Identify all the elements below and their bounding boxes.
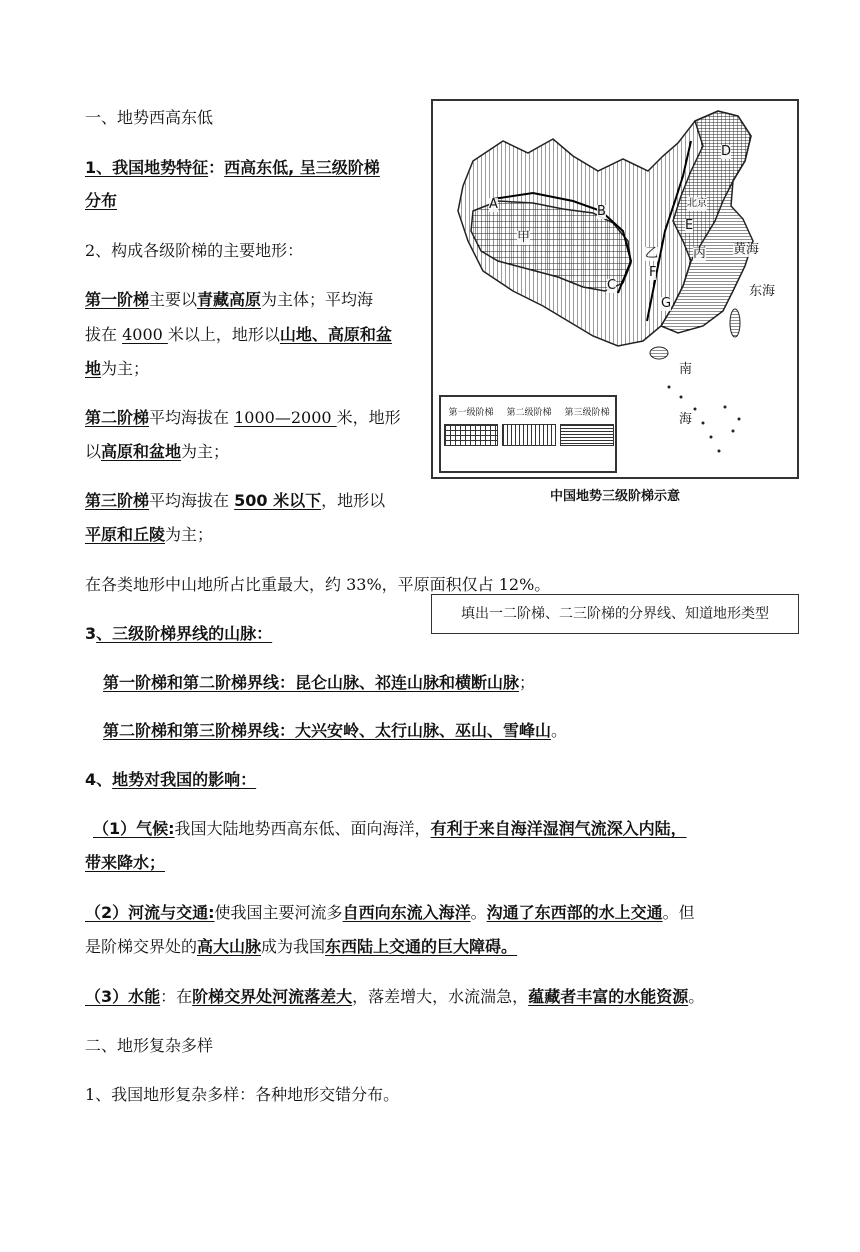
step2-name: 第二阶梯 — [85, 408, 150, 427]
terrain-feature-content2: 分布 — [85, 191, 118, 210]
terrain-feature-label: 1、我国地势特征 — [85, 158, 209, 177]
step3-text2: ，地形以 — [321, 491, 386, 510]
river-g: 高大山脉 — [197, 937, 262, 956]
map-label-c: C — [607, 278, 617, 293]
ratio-line: 在各类地形中山地所占比重最大，约 33%，平原面积仅占 12%。 — [85, 575, 551, 594]
hydro-b: 阶梯交界处河流落差大 — [192, 987, 353, 1006]
map-label-d: D — [721, 144, 732, 159]
section1-title: 一、地势西高东低 — [85, 108, 214, 127]
river-c: 。 — [470, 903, 487, 922]
legend-step1-label: 第一级阶梯 — [448, 408, 494, 418]
river-d: 沟通了东西部的水上交通 — [486, 903, 663, 922]
boundary-title-label: 、三级阶梯界线的山脉： — [96, 624, 273, 643]
step1-altitude: 4000 — [122, 325, 168, 344]
step3-text3: 为主； — [165, 525, 214, 544]
map-label-a: A — [489, 197, 498, 212]
map-label-bing: 丙 — [693, 246, 707, 261]
climate-line2 — [85, 852, 165, 874]
map-label-huanghai: 黄海 — [733, 242, 760, 257]
river-e: 。但 — [662, 903, 695, 922]
legend-step2-swatch — [502, 424, 556, 446]
note-box: 填出一二阶梯、二三阶梯的分界线、知道地形类型 — [431, 594, 799, 634]
map-label-yi: 乙 — [645, 246, 659, 261]
river-a: 使我国主要河流多 — [214, 903, 343, 922]
terrain-feature-content: 西高东低, 呈三级阶梯 — [224, 158, 380, 177]
hydro-c: ，落差增大，水流湍急， — [352, 987, 529, 1006]
step1-name: 第一阶梯 — [85, 290, 150, 309]
river-label: （2）河流与交通: — [85, 903, 215, 922]
step2-text1: 平均海拔在 — [149, 408, 235, 427]
step2-landforms: 高原和盆地 — [101, 442, 182, 461]
hainan-island — [650, 347, 668, 359]
step2-altitude: 1000—2000 — [234, 408, 337, 427]
boundary2-end: 。 — [551, 721, 568, 740]
step1-landforms: 山地、高原和盆 — [279, 325, 392, 344]
terrain-feature-line2 — [85, 190, 117, 212]
section2-p1: 1、我国地形复杂多样：各种地形交错分布。 — [85, 1085, 400, 1104]
river-line1 — [85, 902, 695, 924]
step3-line2 — [85, 524, 213, 546]
boundary2-text: 第二阶梯和第三阶梯界线：大兴安岭、太行山脉、巫山、雪峰山 — [103, 721, 552, 740]
landform-intro: 2、构成各级阶梯的主要地形： — [85, 241, 304, 260]
legend-step3 — [559, 405, 615, 446]
river-line2 — [85, 936, 517, 958]
legend-step2 — [501, 405, 557, 446]
map-label-beijing: 北京 — [687, 198, 707, 209]
boundary-title-num: 3 — [85, 624, 97, 643]
boundary2-line — [103, 720, 567, 742]
step1-landforms-end: 地 — [85, 359, 102, 378]
legend-step2-label: 第二级阶梯 — [506, 408, 552, 418]
river-h: 成为我国 — [261, 937, 326, 956]
legend-step1 — [443, 405, 499, 446]
step3-line1 — [85, 490, 385, 512]
river-f: 是阶梯交界处的 — [85, 937, 198, 956]
terrain-feature-line — [85, 157, 380, 179]
step2-text4: 为主； — [181, 442, 230, 461]
hydro-label: （3）水能 — [85, 987, 161, 1006]
map-label-hai: 海 — [679, 412, 693, 427]
map-label-g: G — [661, 296, 672, 311]
boundary1-end: ； — [519, 673, 536, 692]
river-i: 东西陆上交通的巨大障碍。 — [325, 937, 518, 956]
map-label-nan: 南 — [679, 362, 693, 377]
legend-step1-swatch — [444, 424, 498, 446]
step1-text1: 主要以 — [149, 290, 198, 309]
step1-text5: 为主； — [101, 359, 150, 378]
step3-landforms: 平原和丘陵 — [85, 525, 166, 544]
map-caption: 中国地势三级阶梯示意 — [549, 489, 680, 504]
step2-text2: 米，地形 — [336, 408, 401, 427]
legend-step3-label: 第三级阶梯 — [564, 408, 610, 418]
hydro-e: 。 — [688, 987, 705, 1006]
terrain-feature-sep: ： — [208, 158, 225, 177]
map-legend — [439, 395, 617, 473]
step3-altitude: 500 米以下 — [234, 491, 322, 510]
river-b: 自西向东流入海洋 — [342, 903, 471, 922]
climate-bold2: 带来降水； — [85, 853, 166, 872]
section2-title: 二、地形复杂多样 — [85, 1036, 214, 1055]
step3-name: 第三阶梯 — [85, 491, 150, 510]
map-label-f: F — [649, 265, 657, 280]
hydro-line — [85, 986, 704, 1008]
step1-line1 — [85, 289, 373, 311]
taiwan-island — [730, 309, 740, 337]
terrain-steps-map — [431, 99, 799, 479]
step1-line3 — [85, 358, 149, 380]
hydro-a: ：在 — [160, 987, 193, 1006]
step1-plateau: 青藏高原 — [197, 290, 262, 309]
map-label-jia: 甲 — [517, 230, 531, 245]
impact-title-label: 地势对我国的影响： — [112, 770, 257, 789]
impact-title — [85, 769, 256, 791]
step2-line1 — [85, 407, 401, 429]
step2-line2 — [85, 441, 229, 463]
boundary1-text: 第一阶梯和第二阶梯界线：昆仑山脉、祁连山脉和横断山脉 — [103, 673, 520, 692]
step1-text2: 为主体；平均海 — [261, 290, 374, 309]
hydro-d: 蕴藏者丰富的水能资源 — [528, 987, 689, 1006]
step1-text4: 米以上，地形以 — [167, 325, 280, 344]
impact-title-num: 4、 — [85, 770, 113, 789]
step3-text1: 平均海拔在 — [149, 491, 235, 510]
step1-line2 — [85, 324, 392, 346]
boundary-title — [85, 623, 272, 645]
climate-text: 我国大陆地势西高东低、面向海洋， — [174, 819, 431, 838]
step1-text3: 拔在 — [85, 325, 123, 344]
climate-line1 — [93, 818, 687, 840]
climate-label: （1）气候: — [93, 819, 175, 838]
climate-bold: 有利于来自海洋湿润气流深入内陆， — [430, 819, 687, 838]
boundary1-line — [103, 672, 535, 694]
map-label-b: B — [597, 204, 606, 219]
map-label-e: E — [685, 218, 694, 233]
legend-step3-swatch — [560, 424, 614, 446]
map-label-donghai: 东海 — [749, 284, 776, 299]
step2-text3: 以 — [85, 442, 102, 461]
